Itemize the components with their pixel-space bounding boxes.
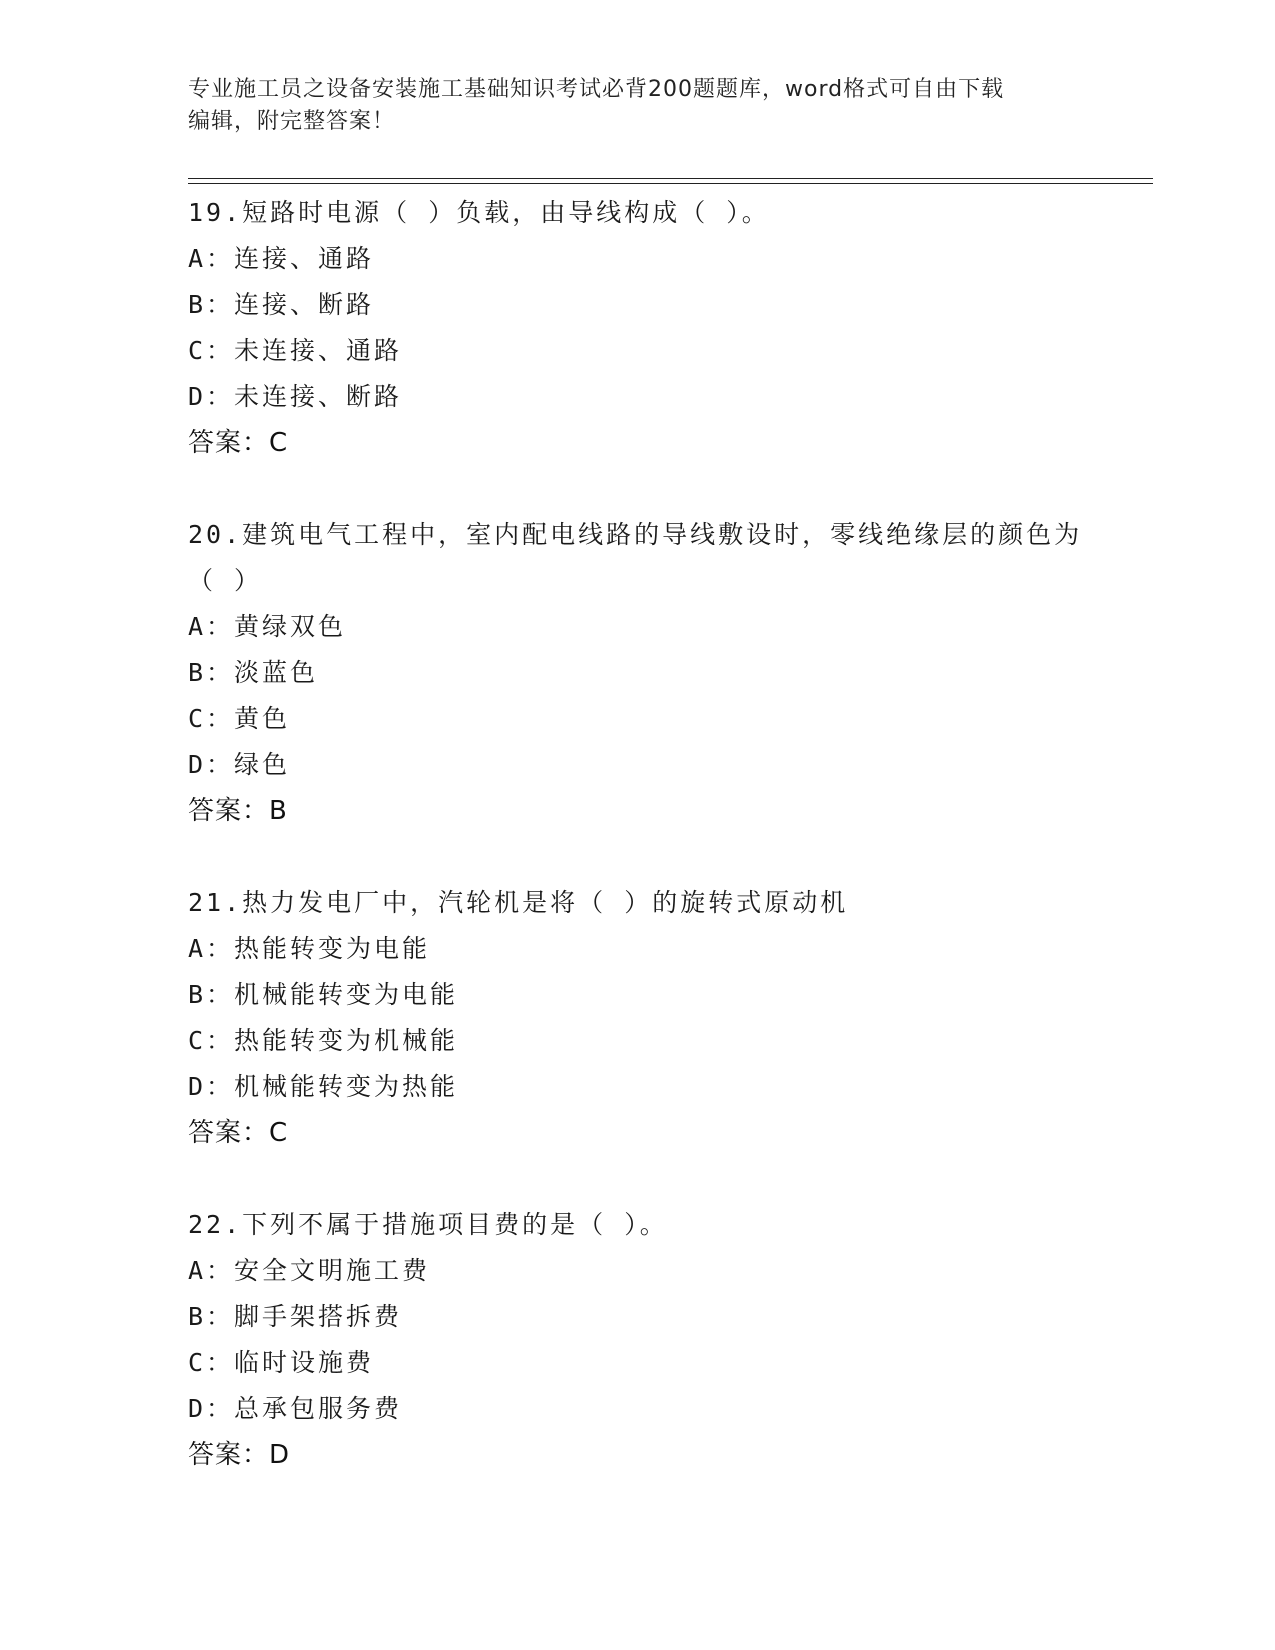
option-a: A：热能转变为电能 — [188, 934, 431, 963]
question-stem: 20.建筑电气工程中，室内配电线路的导线敷设时，零线绝缘层的颜色为（ ） — [188, 520, 1083, 595]
question-19 — [188, 190, 1148, 466]
option-a: A：黄绿双色 — [188, 612, 347, 641]
header-line-2: 编辑，附完整答案！ — [188, 109, 396, 134]
question-22 — [188, 1202, 1148, 1478]
option-b: B：机械能转变为电能 — [188, 980, 459, 1009]
question-stem: 21.热力发电厂中，汽轮机是将（ ）的旋转式原动机 — [188, 888, 849, 917]
answer-label: 答案：B — [188, 796, 288, 826]
option-d: D：绿色 — [188, 750, 291, 779]
option-d: D：未连接、断路 — [188, 382, 403, 411]
header-divider-top — [188, 178, 1153, 179]
question-list — [188, 190, 1148, 1524]
option-c: C：黄色 — [188, 704, 291, 733]
option-c: C：热能转变为机械能 — [188, 1026, 459, 1055]
option-c: C：临时设施费 — [188, 1348, 375, 1377]
question-stem: 22.下列不属于措施项目费的是（ ）。 — [188, 1210, 668, 1239]
option-a: A：安全文明施工费 — [188, 1256, 431, 1285]
option-d: D：总承包服务费 — [188, 1394, 403, 1423]
question-21 — [188, 880, 1148, 1156]
answer-label: 答案：C — [188, 428, 289, 458]
option-d: D：机械能转变为热能 — [188, 1072, 459, 1101]
option-b: B：淡蓝色 — [188, 658, 319, 687]
option-c: C：未连接、通路 — [188, 336, 403, 365]
question-20 — [188, 512, 1148, 834]
answer-label: 答案：C — [188, 1118, 289, 1148]
header-line-1: 专业施工员之设备安装施工基础知识考试必背200题题库，word格式可自由下载 — [188, 77, 1005, 102]
option-b: B：脚手架搭拆费 — [188, 1302, 403, 1331]
option-a: A：连接、通路 — [188, 244, 375, 273]
question-stem: 19.短路时电源（ ）负载，由导线构成（ ）。 — [188, 198, 770, 227]
header-divider-bottom — [188, 183, 1153, 184]
answer-label: 答案：D — [188, 1440, 291, 1470]
option-b: B：连接、断路 — [188, 290, 375, 319]
document-header — [188, 74, 1088, 138]
